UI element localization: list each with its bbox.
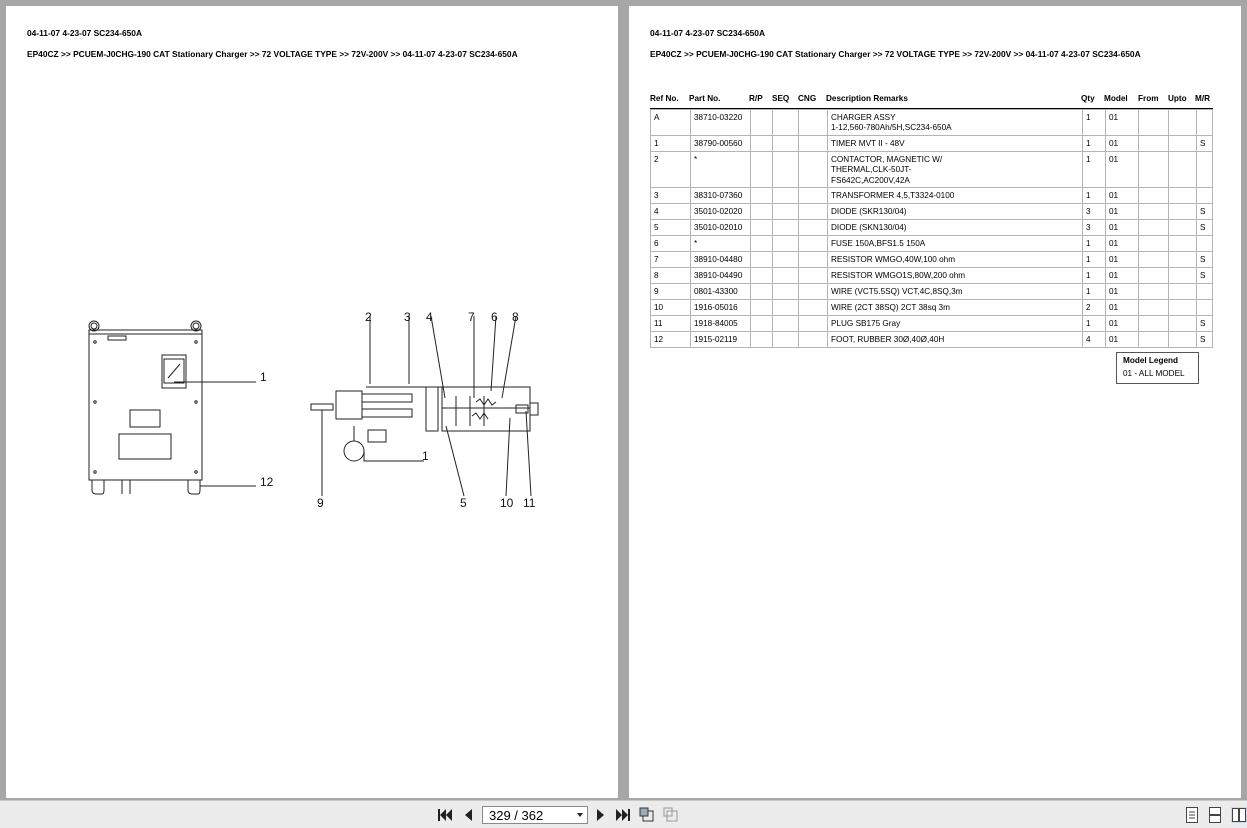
callout-5: 5 — [460, 496, 467, 510]
upto-cell — [1168, 204, 1196, 219]
table-row — [651, 299, 1212, 315]
callout-2: 2 — [365, 310, 372, 324]
seq-cell — [772, 252, 798, 267]
page-number-text: 329 / 362 — [489, 808, 544, 823]
part-number-cell: * — [690, 152, 750, 187]
table-row — [651, 203, 1212, 219]
mr-cell — [1196, 188, 1214, 203]
col-desc-header: Description Remarks — [826, 94, 908, 103]
model-cell: 01 — [1105, 284, 1138, 299]
callout-3: 3 — [404, 310, 411, 324]
right-page-breadcrumb: EP40CZ >> PCUEM-J0CHG-190 CAT Stationary Charger >> 72 VOLTAGE TYPE >> 72V-200V >> 04-11-07 4-23-07 SC234-650A — [650, 49, 1141, 59]
qty-cell: 1 — [1082, 268, 1105, 283]
cng-cell — [798, 252, 827, 267]
part-number-cell: 38910-04480 — [690, 252, 750, 267]
parts-diagram — [6, 6, 618, 798]
model-cell: 01 — [1105, 268, 1138, 283]
qty-cell: 1 — [1082, 236, 1105, 251]
rp-cell — [750, 332, 772, 347]
table-row — [651, 135, 1212, 151]
fit-icon[interactable] — [663, 807, 679, 823]
mr-cell: S — [1196, 204, 1214, 219]
part-number-cell: 1915-02119 — [690, 332, 750, 347]
ref-cell: 8 — [654, 271, 659, 280]
cng-cell — [798, 332, 827, 347]
cng-cell — [798, 110, 827, 135]
from-cell — [1138, 284, 1168, 299]
model-cell: 01 — [1105, 252, 1138, 267]
parts-table — [650, 93, 1213, 348]
upto-cell — [1168, 110, 1196, 135]
table-row — [651, 315, 1212, 331]
rp-cell — [750, 136, 772, 151]
part-number-cell: 35010-02020 — [690, 204, 750, 219]
first-page-icon[interactable] — [437, 807, 453, 823]
col-part-header: Part No. — [689, 94, 721, 103]
table-row — [651, 187, 1212, 203]
seq-cell — [772, 236, 798, 251]
qty-cell: 2 — [1082, 300, 1105, 315]
rp-cell — [750, 268, 772, 283]
description-cell: FUSE 150A,BFS1.5 150A — [827, 236, 1082, 251]
left-page-header-code: 04-11-07 4-23-07 SC234-650A — [27, 28, 143, 38]
ref-cell: 3 — [654, 191, 659, 200]
part-number-cell: 38710-03220 — [690, 110, 750, 135]
page-number-input[interactable] — [482, 806, 588, 824]
description-cell: CONTACTOR, MAGNETIC W/ THERMAL,CLK-50JT- FS642C,AC200V,42A — [827, 152, 1082, 187]
upto-cell — [1168, 284, 1196, 299]
callout-1-schematic: 1 — [422, 449, 429, 463]
qty-cell: 1 — [1082, 110, 1105, 135]
ref-cell: 5 — [654, 223, 659, 232]
ref-cell: 4 — [654, 207, 659, 216]
right-page — [629, 6, 1241, 798]
model-cell: 01 — [1105, 152, 1138, 187]
table-row — [651, 151, 1212, 187]
from-cell — [1138, 332, 1168, 347]
description-cell: WIRE (VCT5.5SQ) VCT,4C,8SQ,3m — [827, 284, 1082, 299]
from-cell — [1138, 188, 1168, 203]
ref-cell: 12 — [654, 335, 664, 344]
table-row — [651, 251, 1212, 267]
rp-cell — [750, 316, 772, 331]
qty-cell: 4 — [1082, 332, 1105, 347]
callout-4: 4 — [426, 310, 433, 324]
model-legend — [1116, 352, 1199, 384]
seq-cell — [772, 300, 798, 315]
charger-cabinet-drawing — [89, 321, 256, 494]
from-cell — [1138, 204, 1168, 219]
upto-cell — [1168, 188, 1196, 203]
cng-cell — [798, 284, 827, 299]
mr-cell — [1196, 284, 1214, 299]
qty-cell: 1 — [1082, 316, 1105, 331]
seq-cell — [772, 204, 798, 219]
callout-6: 6 — [491, 310, 498, 324]
description-cell: FOOT, RUBBER 30Ø,40Ø,40H — [827, 332, 1082, 347]
table-row — [651, 109, 1212, 135]
col-cng-header: CNG — [798, 94, 817, 103]
callout-10: 10 — [500, 496, 514, 510]
rp-cell — [750, 152, 772, 187]
description-cell: RESISTOR WMGO1S,80W,200 ohm — [827, 268, 1082, 283]
cng-cell — [798, 220, 827, 235]
col-upto-header: Upto — [1168, 94, 1187, 103]
model-legend-title: Model Legend — [1123, 356, 1179, 365]
mr-cell — [1196, 110, 1214, 135]
rp-cell — [750, 204, 772, 219]
previous-page-icon[interactable] — [460, 807, 476, 823]
cng-cell — [798, 268, 827, 283]
model-cell: 01 — [1105, 236, 1138, 251]
upto-cell — [1168, 220, 1196, 235]
ref-cell: 7 — [654, 255, 659, 264]
seq-cell — [772, 316, 798, 331]
callout-7: 7 — [468, 310, 475, 324]
from-cell — [1138, 300, 1168, 315]
seq-cell — [772, 220, 798, 235]
two-page-view-icon[interactable] — [1231, 807, 1247, 823]
col-model-header: Model — [1104, 94, 1128, 103]
upto-cell — [1168, 268, 1196, 283]
rp-cell — [750, 252, 772, 267]
description-cell: DIODE (SKN130/04) — [827, 220, 1082, 235]
upto-cell — [1168, 300, 1196, 315]
part-number-cell: 1918-84005 — [690, 316, 750, 331]
seq-cell — [772, 110, 798, 135]
part-number-cell: * — [690, 236, 750, 251]
cng-cell — [798, 316, 827, 331]
col-rp-header: R/P — [749, 94, 763, 103]
mr-cell: S — [1196, 268, 1214, 283]
col-ref-header: Ref No. — [650, 94, 679, 103]
table-row — [651, 235, 1212, 251]
upto-cell — [1168, 236, 1196, 251]
col-seq-header: SEQ — [772, 94, 790, 103]
upto-cell — [1168, 332, 1196, 347]
continuous-view-icon[interactable] — [1209, 807, 1223, 823]
rp-cell — [750, 300, 772, 315]
model-cell: 01 — [1105, 188, 1138, 203]
part-number-cell: 0801-43300 — [690, 284, 750, 299]
qty-cell: 3 — [1082, 220, 1105, 235]
ref-cell: 10 — [654, 303, 664, 312]
rp-cell — [750, 110, 772, 135]
upto-cell — [1168, 252, 1196, 267]
upto-cell — [1168, 152, 1196, 187]
rotate-icon[interactable] — [639, 807, 655, 823]
description-cell: CHARGER ASSY 1-12,560-780Ah/5H,SC234-650A — [827, 110, 1082, 135]
model-cell: 01 — [1105, 332, 1138, 347]
qty-cell: 3 — [1082, 204, 1105, 219]
description-cell: TRANSFORMER 4,5,T3324-0100 — [827, 188, 1082, 203]
last-page-icon[interactable] — [615, 807, 631, 823]
seq-cell — [772, 284, 798, 299]
seq-cell — [772, 268, 798, 283]
from-cell — [1138, 152, 1168, 187]
left-page-breadcrumb: EP40CZ >> PCUEM-J0CHG-190 CAT Stationary Charger >> 72 VOLTAGE TYPE >> 72V-200V >> 04-11-07 4-23-07 SC234-650A — [27, 49, 518, 59]
description-cell: WIRE (2CT 38SQ) 2CT 38sq 3m — [827, 300, 1082, 315]
from-cell — [1138, 110, 1168, 135]
table-row — [651, 283, 1212, 299]
model-cell: 01 — [1105, 110, 1138, 135]
model-legend-entry: 01 - ALL MODEL — [1123, 369, 1185, 378]
mr-cell — [1196, 152, 1214, 187]
wiring-schematic-drawing — [311, 316, 538, 496]
table-row — [651, 219, 1212, 235]
description-cell: RESISTOR WMGO,40W,100 ohm — [827, 252, 1082, 267]
model-cell: 01 — [1105, 316, 1138, 331]
ref-cell: 6 — [654, 239, 659, 248]
from-cell — [1138, 220, 1168, 235]
from-cell — [1138, 236, 1168, 251]
qty-cell: 1 — [1082, 136, 1105, 151]
parts-table-header — [650, 93, 1213, 109]
viewer-toolbar — [0, 800, 1247, 828]
chevron-down-icon[interactable] — [577, 813, 583, 817]
rp-cell — [750, 236, 772, 251]
from-cell — [1138, 268, 1168, 283]
ref-cell: A — [654, 113, 660, 122]
seq-cell — [772, 188, 798, 203]
seq-cell — [772, 136, 798, 151]
from-cell — [1138, 252, 1168, 267]
model-cell: 01 — [1105, 204, 1138, 219]
cng-cell — [798, 188, 827, 203]
callout-12: 12 — [260, 475, 274, 489]
qty-cell: 1 — [1082, 188, 1105, 203]
from-cell — [1138, 316, 1168, 331]
rp-cell — [750, 188, 772, 203]
seq-cell — [772, 332, 798, 347]
col-from-header: From — [1138, 94, 1159, 103]
part-number-cell: 35010-02010 — [690, 220, 750, 235]
table-row — [651, 331, 1212, 347]
cng-cell — [798, 136, 827, 151]
left-page — [6, 6, 618, 798]
model-cell: 01 — [1105, 300, 1138, 315]
col-mr-header: M/R — [1195, 94, 1211, 103]
cng-cell — [798, 152, 827, 187]
ref-cell: 1 — [654, 139, 659, 148]
table-row — [651, 267, 1212, 283]
qty-cell: 1 — [1082, 284, 1105, 299]
mr-cell: S — [1196, 332, 1214, 347]
model-cell: 01 — [1105, 136, 1138, 151]
from-cell — [1138, 136, 1168, 151]
rp-cell — [750, 220, 772, 235]
qty-cell: 1 — [1082, 252, 1105, 267]
upto-cell — [1168, 316, 1196, 331]
mr-cell: S — [1196, 136, 1214, 151]
parts-table-body — [650, 109, 1213, 348]
callout-9: 9 — [317, 496, 324, 510]
seq-cell — [772, 152, 798, 187]
description-cell: DIODE (SKR130/04) — [827, 204, 1082, 219]
single-page-view-icon[interactable] — [1186, 807, 1200, 823]
mr-cell — [1196, 236, 1214, 251]
col-qty-header: Qty — [1081, 94, 1095, 103]
cng-cell — [798, 236, 827, 251]
part-number-cell: 1916-05016 — [690, 300, 750, 315]
callout-8: 8 — [512, 310, 519, 324]
mr-cell — [1196, 300, 1214, 315]
description-cell: TIMER MVT II - 48V — [827, 136, 1082, 151]
qty-cell: 1 — [1082, 152, 1105, 187]
callout-1-cabinet: 1 — [260, 370, 267, 384]
ref-cell: 2 — [654, 155, 659, 164]
ref-cell: 11 — [654, 319, 663, 328]
mr-cell: S — [1196, 316, 1214, 331]
right-page-header-code: 04-11-07 4-23-07 SC234-650A — [650, 28, 766, 38]
callout-11: 11 — [523, 496, 536, 510]
part-number-cell: 38910-04490 — [690, 268, 750, 283]
next-page-icon[interactable] — [593, 807, 609, 823]
upto-cell — [1168, 136, 1196, 151]
rp-cell — [750, 284, 772, 299]
mr-cell: S — [1196, 252, 1214, 267]
cng-cell — [798, 204, 827, 219]
part-number-cell: 38310-07360 — [690, 188, 750, 203]
model-cell: 01 — [1105, 220, 1138, 235]
cng-cell — [798, 300, 827, 315]
part-number-cell: 38790-00560 — [690, 136, 750, 151]
mr-cell: S — [1196, 220, 1214, 235]
description-cell: PLUG SB175 Gray — [827, 316, 1082, 331]
ref-cell: 9 — [654, 287, 659, 296]
